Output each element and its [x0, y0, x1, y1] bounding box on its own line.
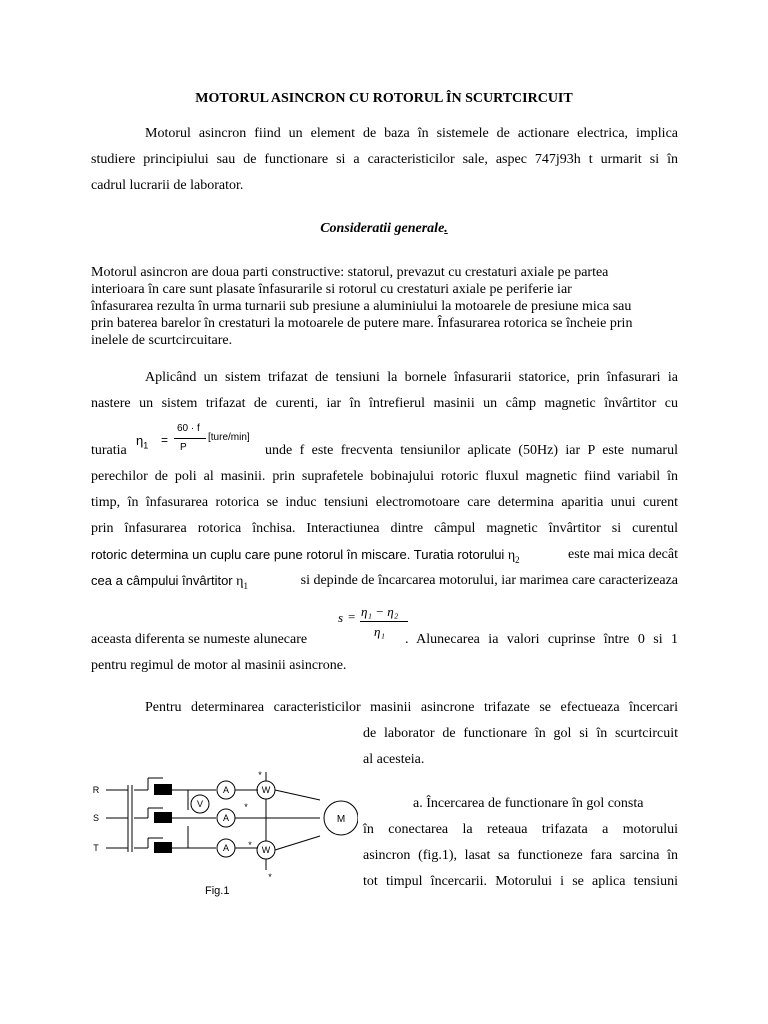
figure-label: Fig.1	[205, 885, 230, 897]
rheostat-r	[154, 784, 172, 795]
para2-line-7-eta	[508, 548, 520, 563]
eta2-sub: 2	[515, 554, 520, 565]
rheostat-s	[154, 812, 172, 823]
wire-r-motor	[275, 790, 320, 800]
para2-line-8-eta	[236, 574, 248, 589]
para2-line-6: prin înfasurarea rotorica închisa. Interactiunea dintre câmpul magnetic învârtitor si curentul	[91, 521, 678, 536]
eta1-sub: 1	[243, 580, 248, 591]
eta1-symbol: η	[236, 574, 244, 589]
formula1-eq: =	[161, 433, 169, 447]
para1-line-4: prin baterea barelor în crestaturi la motoarele de putere mare. Înfasurarea rotorica se încheie prin	[91, 316, 633, 331]
wire-t-motor	[275, 836, 320, 850]
para2-line-7-end: este mai mica decât	[568, 547, 678, 562]
formula2-num: η₁ − η₂	[361, 604, 399, 619]
para1-line-2: interioara în care sunt plasate înfasurarile si rotorul cu crestaturi axiale pe periferie iar	[91, 282, 572, 297]
para4-line-4: tot timpul încercarii. Motorului i se aplica tensiuni	[363, 874, 678, 889]
para2-line-4: perechilor de poli al masinii. prin suprafetele bobinajului rotoric fluxul magnetic fiind variabil în	[91, 469, 678, 484]
para3-line-3: al acesteia.	[363, 752, 425, 767]
label-phase-s: S	[92, 813, 100, 823]
formula2-lhs: s	[338, 610, 344, 625]
label-phase-r: R	[92, 785, 100, 795]
para2-line-2: nastere un sistem trifazat de curenti, iar în întrefierul masinii un câmp magnetic învârtitor cu	[91, 396, 678, 411]
para2-line-1: Aplicând un sistem trifazat de tensiuni la bornele înfasurarii statorice, prin înfasurari ia	[145, 370, 678, 385]
para4-line-2: în conectarea la reteaua trifazata a motorului	[363, 822, 678, 837]
rheostat-t	[154, 842, 172, 853]
star-mark-2: *	[244, 802, 248, 812]
para2-alunecare: aceasta diferenta se numeste alunecare	[91, 632, 308, 647]
document-title: MOTORUL ASINCRON CU ROTORUL ÎN SCURTCIRCUIT	[195, 91, 573, 106]
para2-after-formula: unde f este frecventa tensiunilor aplicate (50Hz) iar P este numarul	[265, 443, 678, 458]
label-motor: M	[336, 814, 346, 825]
formula2-eq: =	[348, 609, 356, 624]
formula1-eta: η	[136, 433, 144, 448]
intro-line-3: cadrul lucrarii de laborator.	[91, 178, 244, 193]
label-voltmeter: V	[196, 799, 204, 809]
para2-line-8-text: cea a câmpului învârtitor	[91, 573, 233, 588]
star-mark-1: *	[258, 770, 262, 780]
formula1-unit: [ture/min]	[208, 432, 250, 443]
section-title	[0, 221, 768, 237]
formula-alunecare	[338, 604, 413, 644]
star-mark-4: *	[268, 872, 272, 882]
section-title-text: Consideratii generale	[320, 221, 445, 236]
formula1-den: P	[180, 442, 187, 453]
para1-line-3: înfasurarea rezulta în urma turnarii sub presiune a aluminiului la motoarele de presiune mica sau	[91, 299, 632, 314]
para1-line-5: inelele de scurtcircuitare.	[91, 333, 233, 348]
para2-turatia: turatia	[91, 443, 127, 458]
section-title-suffix: .	[444, 221, 448, 236]
para2-line-5: timp, în înfasurarea rotorica se induc tensiuni electromotoare care determina aparitia unui curent	[91, 495, 678, 510]
para2-line-8	[91, 572, 678, 595]
formula1-sub: 1	[143, 440, 149, 451]
para4-line-3: asincron (fig.1), lasat sa functioneze fara sarcina în	[363, 848, 678, 863]
para2-line-7-text: rotoric determina un cuplu care pune rotorul în miscare. Turatia rotorului	[91, 547, 505, 562]
intro-line-1: Motorul asincron fiind un element de baza în sistemele de actionare electrica, implica	[145, 126, 678, 141]
label-wattmeter-t: W	[261, 845, 271, 855]
label-ammeter-r: A	[222, 785, 230, 795]
para2-last: pentru regimul de motor al masinii asincrone.	[91, 658, 347, 673]
label-phase-t: T	[93, 843, 99, 853]
para4-line-1: a. Încercarea de functionare în gol consta	[413, 796, 644, 811]
formula1-num: 60 · f	[177, 423, 200, 434]
formula2-bar	[360, 621, 408, 622]
formula2-den: η₁	[374, 624, 385, 639]
label-ammeter-s: A	[222, 813, 230, 823]
label-ammeter-t: A	[222, 843, 230, 853]
intro-line-2: studiere principiului sau de functionare si a caracteristicilor sale, aspec 747j93h t urmarit si în	[91, 152, 678, 167]
star-mark-3: *	[248, 840, 252, 850]
para2-alunecare-end: . Alunecarea ia valori cuprinse între 0 si 1	[405, 632, 678, 647]
label-wattmeter-r: W	[261, 785, 271, 795]
para2-line-8-end: si depinde de încarcarea motorului, iar marimea care caracterizeaza	[300, 573, 678, 588]
para2-line-7	[91, 546, 678, 569]
formula1-bar	[174, 438, 206, 439]
eta2-symbol: η	[507, 548, 516, 563]
para3-line-2: de laborator de functionare în gol si în scurtcircuit	[363, 726, 678, 741]
para1-line-1: Motorul asincron are doua parti constructive: statorul, prevazut cu crestaturi axiale pe partea	[91, 265, 609, 280]
circuit-diagram	[88, 770, 358, 900]
para3-line-1: Pentru determinarea caracteristicilor masinii asincrone trifazate se efectueaza încercari	[145, 700, 678, 715]
